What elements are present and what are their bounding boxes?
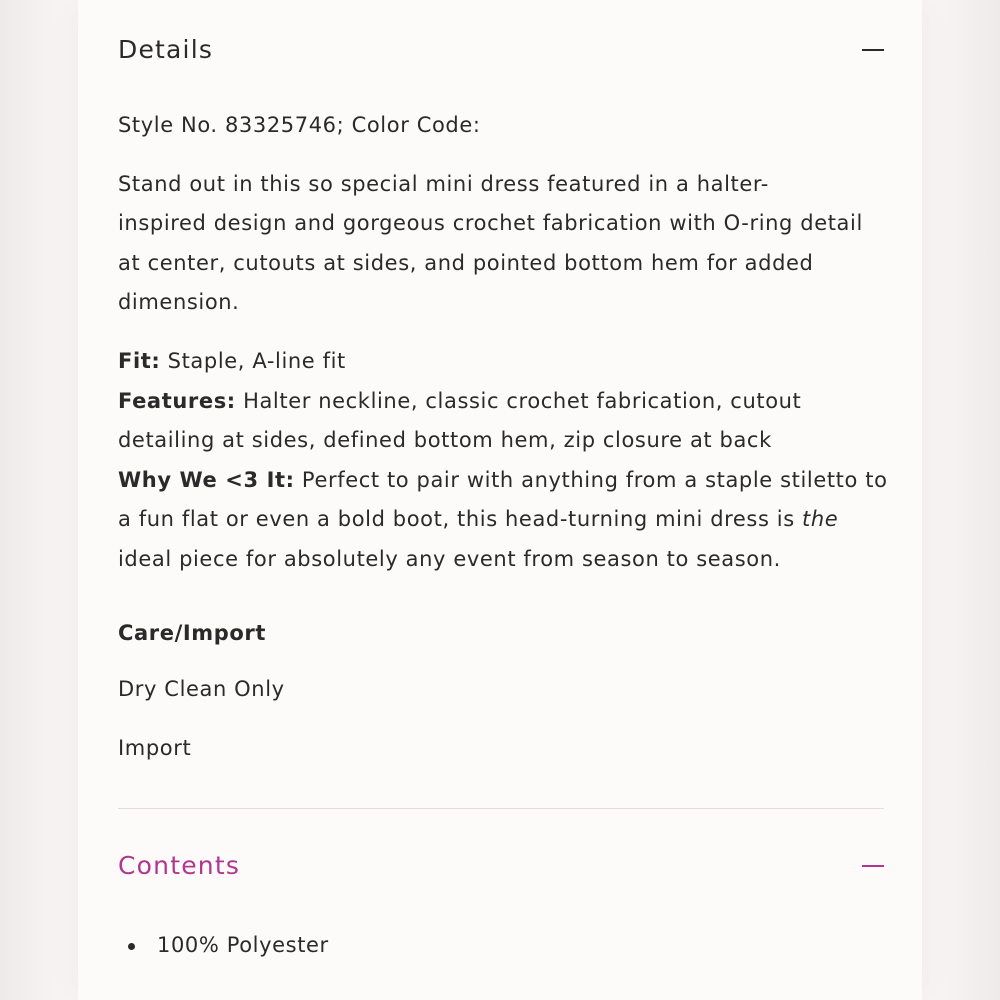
fit-label: Fit: [118,349,161,373]
details-header[interactable] [118,30,884,70]
why-row [118,461,888,501]
care-item: Dry Clean Only [118,677,285,701]
description-line: Stand out in this so special mini dress featured in a halter- [118,172,769,196]
why-value-continued [118,500,838,540]
features-value-continued: detailing at sides, defined bottom hem, zip closure at back [118,428,772,452]
why-label: Why We <3 It: [118,468,295,492]
fit-value: Staple, A-line fit [160,349,346,373]
why-value: Perfect to pair with anything from a staple stiletto to [294,468,888,492]
features-label: Features: [118,389,236,413]
description-line: inspired design and gorgeous crochet fabrication with O-ring detail [118,211,863,235]
details-title: Details [118,35,214,64]
contents-item: 100% Polyester [157,933,329,957]
description-line: at center, cutouts at sides, and pointed bottom hem for added [118,251,814,275]
contents-title: Contents [118,851,241,880]
why-value-continued: ideal piece for absolutely any event from season to season. [118,547,781,571]
features-row [118,382,801,422]
features-value: Halter neckline, classic crochet fabrication, cutout [235,389,802,413]
care-heading: Care/Import [118,621,267,645]
product-info-panel [78,0,922,1000]
details-section [118,0,888,808]
why-value-emphasis: the [802,507,839,531]
bullet-icon [128,943,135,950]
care-item: Import [118,736,192,760]
why-value-text: a fun flat or even a bold boot, this head-turning mini dress is [118,507,803,531]
contents-header[interactable] [118,846,884,886]
contents-section [118,809,884,1000]
minus-icon[interactable] [862,865,884,867]
style-number: Style No. 83325746; Color Code: [118,113,481,137]
fit-row [118,342,346,382]
minus-icon[interactable] [862,49,884,51]
description-line: dimension. [118,290,240,314]
